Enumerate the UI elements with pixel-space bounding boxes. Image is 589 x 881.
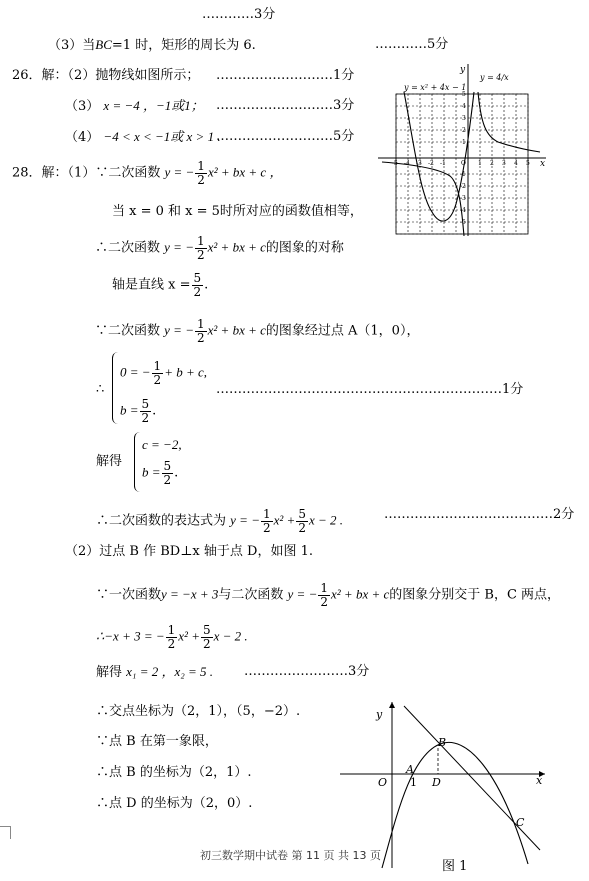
q28-sym-pre: ∴二次函数 xyxy=(95,240,161,256)
svg-text:2: 2 xyxy=(462,127,466,134)
expr-line: ∴二次函数的表达式为 y = − $\frac{1}{2}$ x² + $\frac{5}{2}$ x − 2 . xyxy=(96,507,344,535)
corner-mark xyxy=(0,826,11,839)
q28-axis-pre: 轴是直线 x = xyxy=(112,277,191,293)
solve-brace xyxy=(134,432,141,492)
sys-brace xyxy=(112,352,119,424)
svg-text:-4: -4 xyxy=(460,207,466,214)
q28-sym xyxy=(95,235,344,261)
q3-line xyxy=(48,38,256,52)
q26-4-body: −4 < x < −1或 x > 1 . xyxy=(103,129,221,144)
q3-bc: BC xyxy=(95,37,112,52)
q28-tail: x² + bx + c ， xyxy=(207,164,283,180)
q28-when: 当 x = 0 和 x = 5时所对应的函数值相等， xyxy=(112,204,363,219)
q28-axis xyxy=(112,272,208,298)
q3-rest: =1 时，矩形的周长为 6. xyxy=(111,38,256,53)
svg-text:5: 5 xyxy=(462,91,466,98)
svg-text:1: 1 xyxy=(462,139,466,146)
svg-text:-3: -3 xyxy=(460,195,466,202)
solve-label: 解得 xyxy=(96,454,123,469)
fig1-y-label: y xyxy=(376,708,383,721)
q26-hyperbola-left xyxy=(382,162,464,236)
q28-sym-y: y = − xyxy=(164,239,194,255)
roots-line: 解得 x₁ = 2 ，x₂ = 5 . xyxy=(96,664,214,680)
q28-sym-frac: $\frac{1}{2}$ xyxy=(196,234,205,262)
fig1-point-a: A xyxy=(406,763,414,776)
svg-text:3: 3 xyxy=(462,115,466,122)
q28-pass-pre: ∵二次函数 xyxy=(95,323,161,339)
sys-eq2: b = $\frac{5}{2}$ . xyxy=(120,397,157,425)
svg-text:O: O xyxy=(461,160,466,167)
q28-line1 xyxy=(12,160,282,186)
svg-text:2: 2 xyxy=(490,160,494,167)
q28-pass xyxy=(95,318,419,344)
q28-pass-post: 的图象经过点 A（1，0）， xyxy=(265,323,420,339)
fig1-origin: O xyxy=(378,776,388,789)
svg-text:4: 4 xyxy=(462,103,466,110)
q28-pass-frac: $\frac{1}{2}$ xyxy=(196,317,205,345)
q28-frac: $\frac{1}{2}$ xyxy=(197,159,205,187)
svg-text:1: 1 xyxy=(478,160,482,167)
svg-text:-5: -5 xyxy=(460,219,466,226)
fig1-parabola xyxy=(382,742,528,868)
roots-score: ……………………3分 xyxy=(244,664,370,679)
svg-text:-3: -3 xyxy=(416,160,422,167)
q26-score3: ………………………5分 xyxy=(216,129,355,144)
svg-text:-2: -2 xyxy=(460,183,466,190)
q26-hyperbola-right xyxy=(478,92,540,152)
d-coord-line: ∴点 D 的坐标为（2，0）. xyxy=(96,796,253,811)
b-coord-line: ∴点 B 的坐标为（2，1）. xyxy=(96,765,252,780)
q26-y-label: y xyxy=(460,65,466,75)
q26-3-line xyxy=(65,99,204,113)
q26-4-prefix: （4） xyxy=(65,130,100,145)
svg-text:-1: -1 xyxy=(440,160,446,167)
figure-1 xyxy=(340,700,550,870)
b-quadrant-line: ∵点 B 在第一象限， xyxy=(96,734,218,749)
q28-pass-y: y = − xyxy=(164,322,194,338)
fig1-point-c: C xyxy=(516,816,525,829)
fig1-tick-1: 1 xyxy=(410,776,417,789)
svg-text:5: 5 xyxy=(526,160,530,167)
page-footer: 初三数学期中试卷 第 11 页 共 13 页 xyxy=(200,849,381,862)
q26-score2: ………………………3分 xyxy=(216,98,355,113)
svg-text:-2: -2 xyxy=(428,160,434,167)
q26-score1: ………………………1分 xyxy=(216,68,355,83)
q26-x-label: x xyxy=(540,159,546,169)
q28-prefix: 28．解：（1）∵二次函数 xyxy=(12,165,161,181)
svg-text:-4: -4 xyxy=(404,160,410,167)
q28-axis-end: . xyxy=(204,277,209,293)
expr-score: …………………………………2分 xyxy=(384,507,575,522)
q26-3-body: x = −4 ，−1或1； xyxy=(103,98,204,113)
q26-3-prefix: （3） xyxy=(65,99,100,114)
figure-1-caption: 图 1 xyxy=(442,859,468,874)
q3-prefix: （3）当 xyxy=(48,38,96,53)
sys-score: …………………………………………………………1分 xyxy=(216,382,524,397)
fig1-point-d: D xyxy=(432,776,441,789)
q28-sym-post: 的图象的对称 xyxy=(265,240,344,256)
q26-title-parabola: y = x² + 4x − 1 xyxy=(404,83,467,92)
svg-text:-1: -1 xyxy=(460,171,466,178)
top-score: …………3分 xyxy=(202,7,276,22)
sys-eq1: 0 = − $\frac{1}{2}$ + b + c, xyxy=(120,359,208,387)
q3-score: …………5分 xyxy=(375,37,449,52)
solve-eq1: c = −2, xyxy=(142,437,182,452)
q26-line: 26．解：（2）抛物线如图所示； xyxy=(12,68,200,83)
svg-text:3: 3 xyxy=(502,160,506,167)
fig1-x-label: x xyxy=(536,774,543,787)
q28-sym-mid: x² + bx + c xyxy=(207,239,266,255)
q26-4-line xyxy=(65,130,221,144)
sys-therefore: ∴ xyxy=(96,382,105,397)
graph-q26 xyxy=(378,64,548,234)
q28-y: y = − xyxy=(164,164,195,180)
q26-title-hyperbola: y = 4/x xyxy=(480,73,509,82)
q26-x-tick-labels xyxy=(392,160,530,167)
svg-text:4: 4 xyxy=(514,160,518,167)
q28-axis-frac: $\frac{5}{2}$ xyxy=(193,271,202,299)
intersect-line: ∴交点坐标为（2，1），（5，−2）. xyxy=(96,704,301,719)
q28-2a-line: ∵一次函数y = −x + 3与二次函数 y = − $\frac{1}{2}$ x² + bx + c的图象分别交于 B，C 两点， xyxy=(96,581,561,609)
svg-text:-5: -5 xyxy=(392,160,398,167)
q28-pass-mid: x² + bx + c xyxy=(207,322,266,338)
solve-eq2: b = $\frac{5}{2}$ . xyxy=(142,459,179,487)
q28-2-line: （2）过点 B 作 BD⊥x 轴于点 D，如图 1. xyxy=(65,544,313,559)
q28-2b-line: ∴−x + 3 = − $\frac{1}{2}$ x² + $\frac{5}{2}$ x − 2 . xyxy=(96,623,248,651)
fig1-point-b: B xyxy=(438,736,447,749)
